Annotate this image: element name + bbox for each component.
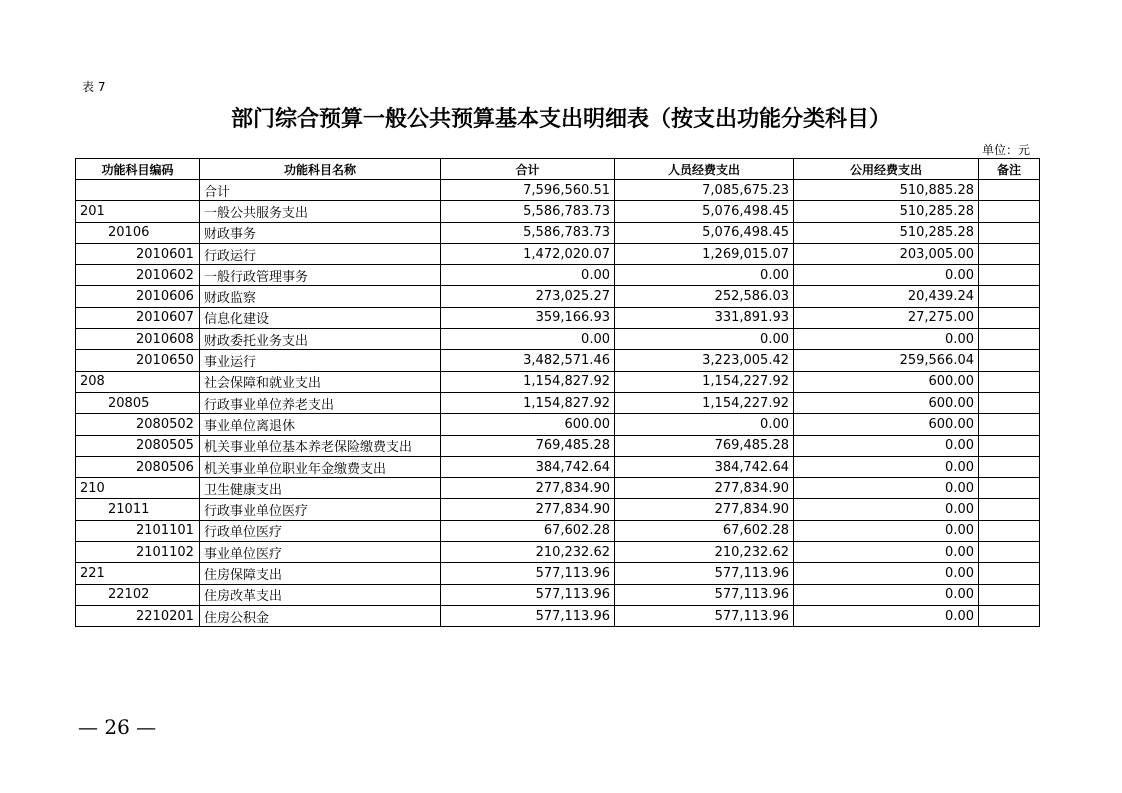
cell-public: 0.00 — [794, 456, 979, 477]
cell-remark — [979, 605, 1040, 626]
cell-remark — [979, 584, 1040, 605]
cell-public: 0.00 — [794, 478, 979, 499]
table-row — [76, 371, 1040, 392]
cell-code: 2010650 — [76, 350, 200, 371]
cell-name: 行政运行 — [200, 243, 441, 264]
page-title: 部门综合预算一般公共预算基本支出明细表（按支出功能分类科目） — [230, 106, 891, 132]
cell-total: 67,602.28 — [441, 520, 615, 541]
cell-remark — [979, 520, 1040, 541]
cell-total: 1,154,827.92 — [441, 392, 615, 413]
cell-personnel: 67,602.28 — [615, 520, 794, 541]
cell-total: 384,742.64 — [441, 456, 615, 477]
cell-total: 577,113.96 — [441, 563, 615, 584]
cell-name: 事业单位医疗 — [200, 542, 441, 563]
cell-name: 一般行政管理事务 — [200, 265, 441, 286]
cell-personnel: 277,834.90 — [615, 478, 794, 499]
cell-code: 221 — [76, 563, 200, 584]
cell-code: 22102 — [76, 584, 200, 605]
cell-name: 合计 — [200, 180, 441, 201]
table-row — [76, 392, 1040, 413]
cell-total: 1,154,827.92 — [441, 371, 615, 392]
unit-label: 单位：元 — [981, 143, 1030, 157]
cell-name: 社会保障和就业支出 — [200, 371, 441, 392]
cell-name: 行政单位医疗 — [200, 520, 441, 541]
cell-code — [76, 180, 200, 201]
cell-name: 行政事业单位养老支出 — [200, 392, 441, 413]
cell-code: 2101101 — [76, 520, 200, 541]
cell-remark — [979, 563, 1040, 584]
cell-total: 600.00 — [441, 414, 615, 435]
table-row — [76, 563, 1040, 584]
cell-total: 359,166.93 — [441, 307, 615, 328]
cell-total: 0.00 — [441, 329, 615, 350]
cell-public: 0.00 — [794, 542, 979, 563]
table-row — [76, 414, 1040, 435]
cell-personnel: 252,586.03 — [615, 286, 794, 307]
table-row — [76, 478, 1040, 499]
cell-total: 5,586,783.73 — [441, 201, 615, 222]
cell-personnel: 0.00 — [615, 265, 794, 286]
cell-public: 600.00 — [794, 371, 979, 392]
cell-remark — [979, 350, 1040, 371]
cell-code: 20106 — [76, 222, 200, 243]
cell-personnel: 331,891.93 — [615, 307, 794, 328]
table-row — [76, 286, 1040, 307]
cell-code: 210 — [76, 478, 200, 499]
cell-code: 2010608 — [76, 329, 200, 350]
cell-remark — [979, 435, 1040, 456]
cell-public: 510,885.28 — [794, 180, 979, 201]
header-remark: 备注 — [979, 159, 1040, 180]
cell-personnel: 0.00 — [615, 329, 794, 350]
cell-personnel: 1,269,015.07 — [615, 243, 794, 264]
cell-remark — [979, 371, 1040, 392]
cell-name: 住房公积金 — [200, 605, 441, 626]
cell-personnel: 1,154,227.92 — [615, 392, 794, 413]
cell-code: 2010602 — [76, 265, 200, 286]
cell-name: 事业运行 — [200, 350, 441, 371]
cell-public: 0.00 — [794, 435, 979, 456]
cell-personnel: 384,742.64 — [615, 456, 794, 477]
cell-remark — [979, 542, 1040, 563]
cell-code: 2010606 — [76, 286, 200, 307]
table-row — [76, 201, 1040, 222]
cell-total: 577,113.96 — [441, 584, 615, 605]
cell-remark — [979, 243, 1040, 264]
cell-public: 0.00 — [794, 520, 979, 541]
cell-remark — [979, 222, 1040, 243]
cell-personnel: 577,113.96 — [615, 605, 794, 626]
cell-public: 0.00 — [794, 563, 979, 584]
cell-code: 20805 — [76, 392, 200, 413]
cell-personnel: 577,113.96 — [615, 563, 794, 584]
cell-remark — [979, 414, 1040, 435]
cell-total: 3,482,571.46 — [441, 350, 615, 371]
cell-public: 0.00 — [794, 499, 979, 520]
cell-remark — [979, 499, 1040, 520]
cell-total: 0.00 — [441, 265, 615, 286]
table-row — [76, 499, 1040, 520]
table-row — [76, 329, 1040, 350]
cell-public: 259,566.04 — [794, 350, 979, 371]
cell-code: 201 — [76, 201, 200, 222]
cell-remark — [979, 286, 1040, 307]
cell-code: 2210201 — [76, 605, 200, 626]
cell-total: 577,113.96 — [441, 605, 615, 626]
cell-personnel: 3,223,005.42 — [615, 350, 794, 371]
cell-remark — [979, 329, 1040, 350]
table-row — [76, 542, 1040, 563]
page-number: — 26 — — [78, 715, 157, 739]
cell-name: 机关事业单位职业年金缴费支出 — [200, 456, 441, 477]
cell-name: 卫生健康支出 — [200, 478, 441, 499]
cell-personnel: 5,076,498.45 — [615, 201, 794, 222]
cell-code: 2101102 — [76, 542, 200, 563]
cell-remark — [979, 307, 1040, 328]
cell-code: 208 — [76, 371, 200, 392]
header-total: 合计 — [441, 159, 615, 180]
table-row — [76, 520, 1040, 541]
cell-total: 1,472,020.07 — [441, 243, 615, 264]
cell-code: 2080506 — [76, 456, 200, 477]
cell-public: 510,285.28 — [794, 201, 979, 222]
cell-public: 600.00 — [794, 392, 979, 413]
cell-public: 0.00 — [794, 605, 979, 626]
cell-personnel: 1,154,227.92 — [615, 371, 794, 392]
cell-total: 769,485.28 — [441, 435, 615, 456]
cell-remark — [979, 392, 1040, 413]
cell-public: 600.00 — [794, 414, 979, 435]
table-number: 表 7 — [82, 80, 106, 94]
cell-personnel: 0.00 — [615, 414, 794, 435]
cell-total: 210,232.62 — [441, 542, 615, 563]
cell-name: 一般公共服务支出 — [200, 201, 441, 222]
cell-remark — [979, 180, 1040, 201]
cell-name: 事业单位离退休 — [200, 414, 441, 435]
table-row — [76, 307, 1040, 328]
cell-total: 5,586,783.73 — [441, 222, 615, 243]
cell-public: 203,005.00 — [794, 243, 979, 264]
cell-public: 0.00 — [794, 329, 979, 350]
table-row — [76, 584, 1040, 605]
cell-public: 27,275.00 — [794, 307, 979, 328]
cell-code: 2080502 — [76, 414, 200, 435]
table-row — [76, 456, 1040, 477]
cell-code: 2080505 — [76, 435, 200, 456]
table-row — [76, 180, 1040, 201]
header-personnel: 人员经费支出 — [615, 159, 794, 180]
cell-remark — [979, 456, 1040, 477]
cell-code: 21011 — [76, 499, 200, 520]
cell-name: 住房改革支出 — [200, 584, 441, 605]
header-name: 功能科目名称 — [200, 159, 441, 180]
expenditure-table — [75, 158, 1040, 627]
cell-public: 20,439.24 — [794, 286, 979, 307]
cell-public: 0.00 — [794, 265, 979, 286]
cell-name: 财政事务 — [200, 222, 441, 243]
cell-name: 信息化建设 — [200, 307, 441, 328]
cell-public: 0.00 — [794, 584, 979, 605]
cell-public: 510,285.28 — [794, 222, 979, 243]
cell-remark — [979, 265, 1040, 286]
cell-personnel: 277,834.90 — [615, 499, 794, 520]
cell-name: 财政监察 — [200, 286, 441, 307]
table-row — [76, 435, 1040, 456]
cell-name: 住房保障支出 — [200, 563, 441, 584]
table-row — [76, 605, 1040, 626]
cell-name: 行政事业单位医疗 — [200, 499, 441, 520]
cell-total: 277,834.90 — [441, 478, 615, 499]
cell-name: 机关事业单位基本养老保险缴费支出 — [200, 435, 441, 456]
cell-total: 273,025.27 — [441, 286, 615, 307]
table-row — [76, 350, 1040, 371]
cell-total: 7,596,560.51 — [441, 180, 615, 201]
cell-remark — [979, 478, 1040, 499]
table-row — [76, 243, 1040, 264]
header-public: 公用经费支出 — [794, 159, 979, 180]
header-code: 功能科目编码 — [76, 159, 200, 180]
cell-personnel: 5,076,498.45 — [615, 222, 794, 243]
cell-remark — [979, 201, 1040, 222]
cell-personnel: 210,232.62 — [615, 542, 794, 563]
cell-total: 277,834.90 — [441, 499, 615, 520]
cell-code: 2010607 — [76, 307, 200, 328]
cell-personnel: 577,113.96 — [615, 584, 794, 605]
cell-personnel: 7,085,675.23 — [615, 180, 794, 201]
table-header-row — [76, 159, 1040, 180]
table-row — [76, 265, 1040, 286]
cell-personnel: 769,485.28 — [615, 435, 794, 456]
cell-name: 财政委托业务支出 — [200, 329, 441, 350]
table-row — [76, 222, 1040, 243]
cell-code: 2010601 — [76, 243, 200, 264]
